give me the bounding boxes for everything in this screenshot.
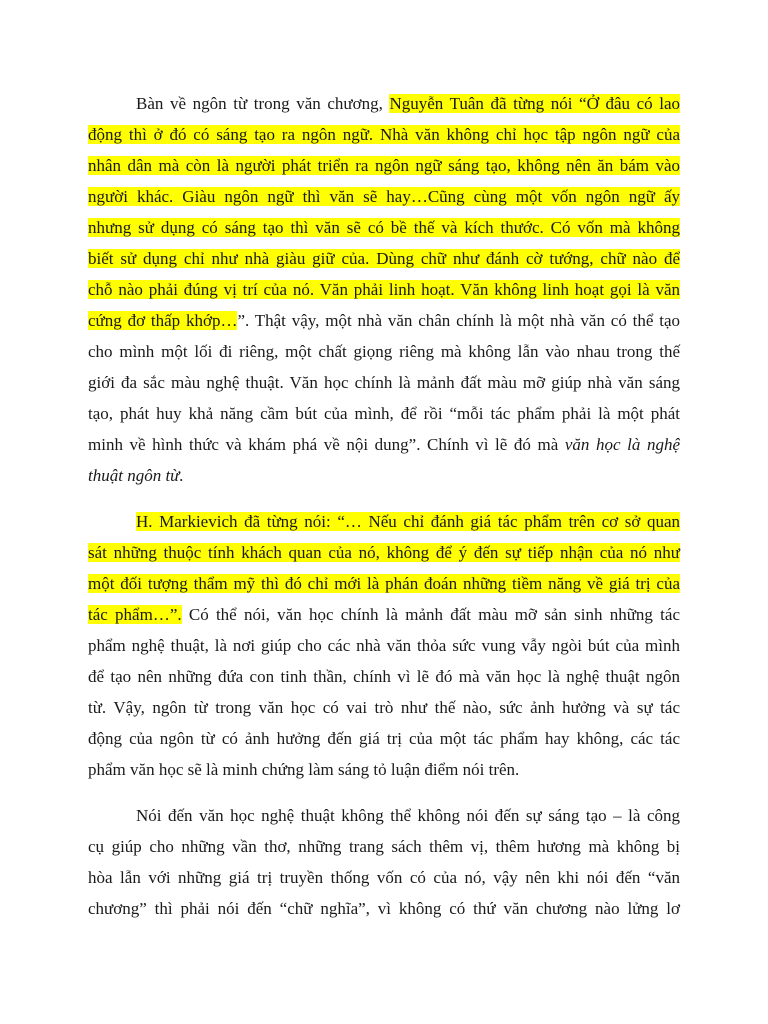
text-line (88, 599, 680, 630)
text-line (88, 367, 680, 398)
italic-text: văn học là nghệ (564, 435, 680, 454)
text-run: tạo, phát huy khả năng cầm bút của mình, để rồi “mỗi tác phẩm phải là một phát (88, 404, 680, 423)
text-run: phẩm văn học sẽ là minh chứng làm sáng tỏ luận điểm nói trên. (88, 760, 520, 779)
text-run: Bàn về ngôn từ trong văn chương, (136, 94, 390, 113)
text-run: hòa lẫn với những giá trị truyền thống vốn có của nó, vậy nên khi nói đến “văn (88, 868, 680, 887)
text-run: động của ngôn từ có ảnh hưởng đến giá trị của một tác phẩm hay không, các tác (88, 729, 680, 748)
paragraph (88, 800, 680, 924)
highlighted-text: Nguyễn Tuân đã từng nói “Ở đâu có lao (389, 94, 681, 113)
text-line (88, 429, 680, 460)
text-run: để tạo nên những đứa con tinh thần, chính vì lẽ đó mà văn học là nghệ thuật ngôn (88, 667, 680, 686)
highlighted-text: chỗ nào phải đúng vị trí của nó. Văn phải linh hoạt. Văn không linh hoạt gọi là văn (88, 280, 680, 299)
text-line (88, 661, 680, 692)
text-line (88, 243, 680, 274)
text-line (88, 150, 680, 181)
text-line (88, 181, 680, 212)
text-line (88, 119, 680, 150)
text-line (88, 506, 680, 537)
text-line (88, 800, 680, 831)
text-line (88, 723, 680, 754)
text-run: cho mình một lối đi riêng, một chất giọng riêng mà không lẫn vào nhau trong thế (88, 342, 680, 361)
text-run: Có thể nói, văn học chính là mảnh đất màu mỡ sản sinh những tác (181, 605, 680, 624)
highlighted-text: biết sử dụng chỉ như nhà giàu giữ của. Dùng chữ như đánh cờ tướng, chữ nào để (88, 249, 680, 268)
text-line (88, 630, 680, 661)
text-line (88, 460, 680, 491)
italic-text: thuật ngôn từ. (88, 466, 184, 485)
text-run: Nói đến văn học nghệ thuật không thể không nói đến sự sáng tạo – là công (136, 806, 680, 825)
text-line (88, 862, 680, 893)
text-run: từ. Vậy, ngôn từ trong văn học có vai trò như thế nào, sức ảnh hưởng và sự tác (88, 698, 680, 717)
text-run: ”. Thật vậy, một nhà văn chân chính là một nhà văn có thể tạo (237, 311, 680, 330)
text-line (88, 336, 680, 367)
text-run: chương” thì phải nói đến “chữ nghĩa”, vì không có thứ văn chương nào lửng lơ (88, 899, 680, 918)
text-line (88, 305, 680, 336)
text-line (88, 831, 680, 862)
paragraph (88, 506, 680, 785)
text-line (88, 537, 680, 568)
text-line (88, 274, 680, 305)
text-line (88, 692, 680, 723)
text-line (88, 398, 680, 429)
text-line (88, 212, 680, 243)
text-line (88, 568, 680, 599)
text-run: cụ giúp cho những vần thơ, những trang sách thêm vị, thêm hương mà không bị (88, 837, 680, 856)
highlighted-text: cứng đơ thấp khớp… (88, 311, 238, 330)
text-line (88, 754, 680, 785)
text-line (88, 893, 680, 924)
text-run: minh về hình thức và khám phá về nội dung”. Chính vì lẽ đó mà (88, 435, 565, 454)
highlighted-text: tác phẩm…”. (88, 605, 182, 624)
highlighted-text: nhân dân mà còn là người phát triển ra ngôn ngữ sáng tạo, không nên ăn bám vào (88, 156, 680, 175)
text-line (88, 88, 680, 119)
highlighted-text: nhưng sử dụng có sáng tạo thì văn sẽ có bề thế và kích thước. Có vốn mà không (88, 218, 680, 237)
text-run: phẩm nghệ thuật, là nơi giúp cho các nhà văn thỏa sức vung vẫy ngòi bút của mình (88, 636, 680, 655)
highlighted-text: H. Markievich đã từng nói: “… Nếu chỉ đánh giá tác phẩm trên cơ sở quan (136, 512, 680, 531)
highlighted-text: người khác. Giàu ngôn ngữ thì văn sẽ hay…Cũng cùng một vốn ngôn ngữ ấy (88, 187, 680, 206)
highlighted-text: sát những thuộc tính khách quan của nó, không để ý đến sự tiếp nhận của nó như (88, 543, 680, 562)
document-body (88, 88, 680, 939)
paragraph (88, 88, 680, 491)
highlighted-text: một đối tượng thẩm mỹ thì đó chỉ mới là phán đoán những tiềm năng về giá trị của (88, 574, 680, 593)
text-run: giới đa sắc màu nghệ thuật. Văn học chính là mảnh đất màu mỡ giúp nhà văn sáng (88, 373, 680, 392)
highlighted-text: động thì ở đó có sáng tạo ra ngôn ngữ. Nhà văn không chỉ học tập ngôn ngữ của (88, 125, 680, 144)
